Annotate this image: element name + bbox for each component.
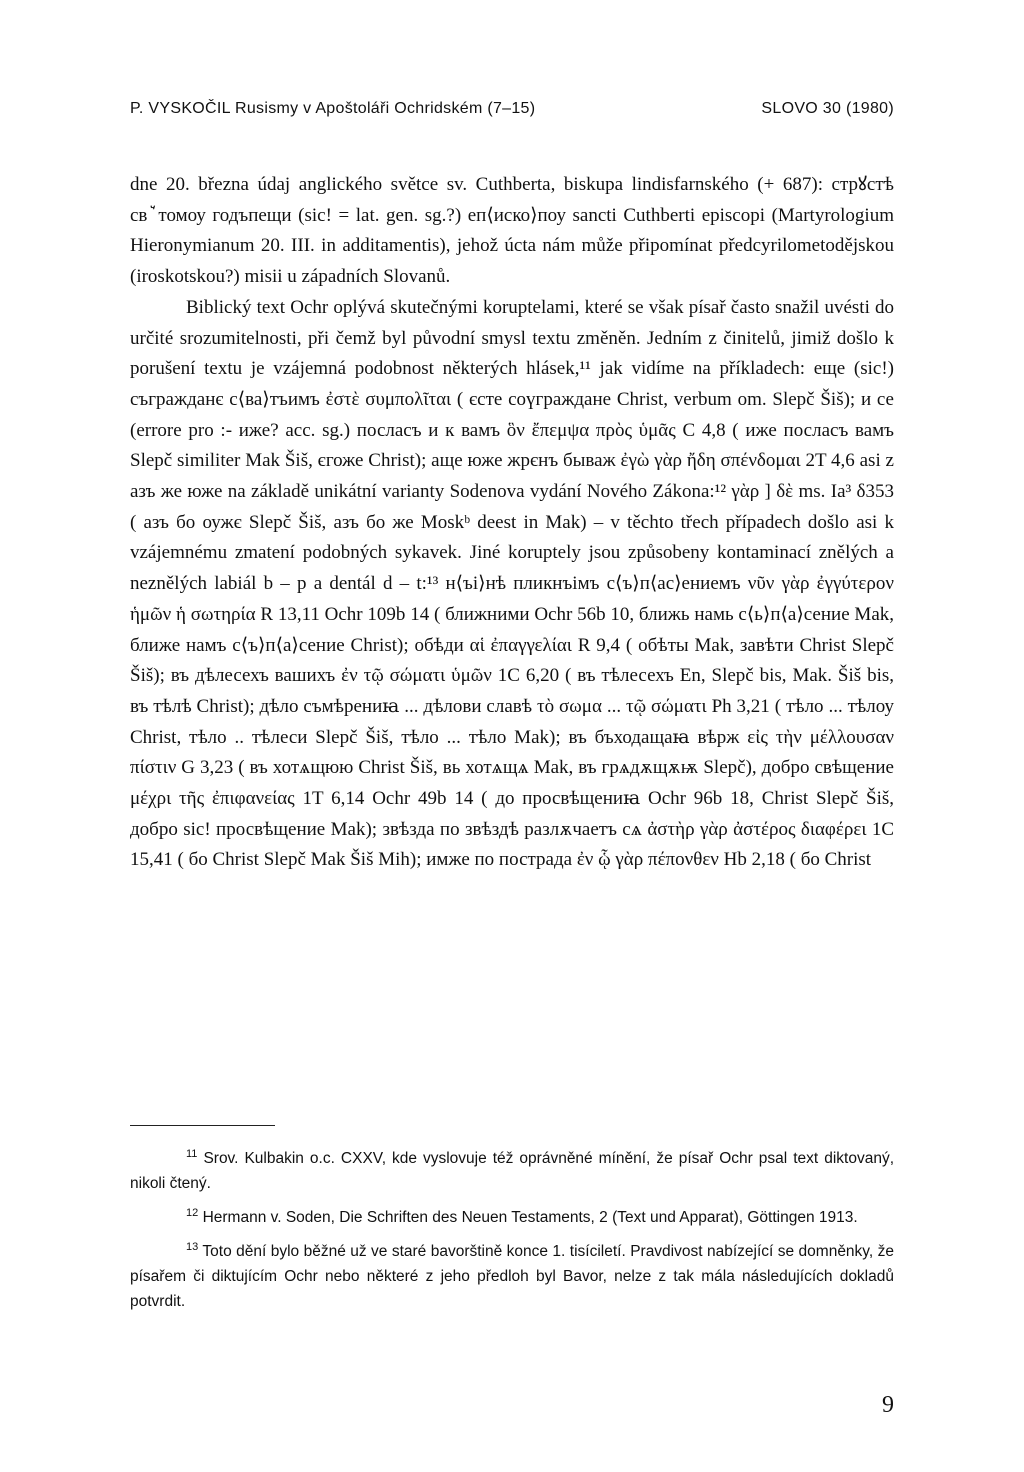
- footnote: [130, 1235, 894, 1314]
- footnote-number: 11: [186, 1148, 198, 1160]
- paragraph: dne 20. března údaj anglického světce sv. Cuthberta, biskupa lindisfarnského (+ 687): стрꙋстѣ свꙿтомоу годъпещи (sic! = lat. gen. sg.?) еп⟨иско⟩поу sancti Cuthberti episcopi (Martyrologium Hieronymianum 20. III. in additamentis), jehož úcta nám může připomínat předcyrilometodějskou (iroskotskou?) misii u západních Slovanů.: [130, 174, 894, 288]
- footnote-text: Srov. Kulbakin o.c. CXXV, kde vyslovuje též oprávněné mínění, že písař Ochr psal text diktovaný, nikoli čtený.: [130, 1150, 894, 1193]
- footnote-text: Hermann v. Soden, Die Schriften des Neuen Testaments, 2 (Text und Apparat), Göttingen 1913.: [202, 1209, 858, 1227]
- footnote: [130, 1142, 894, 1196]
- header-journal: SLOVO 30 (1980): [761, 100, 894, 117]
- footnote-number: 12: [186, 1207, 199, 1220]
- paragraph: Biblický text Ochr oplývá skutečnými koruptelami, které se však písař často snažil uvésti do určité srozumitelnosti, při čemž byl původní smysl textu změněn. Jedním z činitelů, jimiž došlo k porušení textu je vzájemná podobnost některých hlásek,¹¹ jak vidíme na příkladech: еще (sic!) съгражданє с⟨ва⟩тъимъ ἐστὲ συμπολῖται ( єсте соүграждане Christ, verbum om. Slepč Šiš); и се (errore pro :- иже? acc. sg.) посласъ и к вамъ ὃν ἔπεμψα πρὸς ὑμᾶς C 4,8 ( иже посласъ вамъ Slepč similiter Mak Šiš, єгоже Christ); аще юже жрєнъ бываж ἐγὼ γὰρ ἤδη σπένδομαι 2T 4,6 asi z азъ же юже na základě unikátní varianty Sodenova vydání Nového Zákona:¹² γὰρ ] δὲ ms. Ia³ δ353 ( азъ бо оужє Slepč Šiš, азъ бо же Moskᵇ deest in Mak) – v těchto třech případech došlo asi k vzájemnému zmatení podobných sykavek. Jiné koruptely jsou způsobeny kontaminací znělých a neznělých labiál b – p a dentál d – t:¹³ н⟨ъі⟩нѣ пликнъімъ с⟨ъ⟩п⟨ас⟩ениемъ νῦν γὰρ ἐγγύτερον ἡμῶν ἡ σωτηρία R 13,11 Ochr 109b 14 ( ближними Ochr 56b 10, ближь намь с⟨ь⟩п⟨а⟩сение Mak, ближе намъ с⟨ъ⟩п⟨а⟩сение Christ); обѣди αἱ ἐπαγγελίαι R 9,4 ( обѣты Mak, завѣти Christ Slepč Šiš); въ дѣлесехъ вашихъ ἐν τῷ σώματι ὑμῶν 1C 6,20 ( въ тѣлесехъ En, Slepč bis, Mak. Šiš bis, въ тѣлѣ Christ); дѣло съмѣрениꙗ ... дѣлови славѣ τὸ σωμα ... τῷ σώματι Ph 3,21 ( тѣло ... тѣлоу Christ, тѣло .. тѣлеси Slepč Šiš, тѣло ... тѣло Mak); въ бъходащаꙗ вѣрж εἰς τὴν μέλλουσαν πίστιν G 3,23 ( въ хотѧщюю Christ Šiš, вь хотѧщѧ Mak, въ грѧдѫщѫѭ Slepč), добро свѣщение μέχρι τῆς ἐπιφανείας 1T 6,14 Ochr 49b 14 ( до просвѣщениꙗ Ochr 96b 18, Christ Slepč Šiš, добро sic! просвѣщение Mak); звѣзда по звѣздѣ разлѫчаетъ сѧ ἀστὴρ γὰρ ἀστέρος διαφέρει 1C 15,41 ( бо Christ Slepč Mak Šiš Mih); имже по пострада ἐν ᾧ γὰρ πέπονθεν Hb 2,18 ( бо Christ: [130, 296, 894, 871]
- footnote: [130, 1201, 894, 1230]
- page-number: 9: [882, 1392, 894, 1418]
- footnote-text: Toto dění bylo běžné už ve staré bavorštině konce 1. tisíciletí. Pravdivost nabízející se domněnky, že písařem či diktujícím Ochr nebo některé z jeho předloh byl Bavor, nelze z tak mála následujících dokladů potvrdit.: [130, 1243, 895, 1311]
- footnote-number: 13: [186, 1241, 199, 1254]
- footnote-separator: [130, 1125, 275, 1126]
- header-author-title: P. VYSKOČIL Rusismy v Apoštoláři Ochridském (7–15): [130, 100, 536, 117]
- main-text: [130, 170, 894, 876]
- footnotes: [130, 1142, 894, 1319]
